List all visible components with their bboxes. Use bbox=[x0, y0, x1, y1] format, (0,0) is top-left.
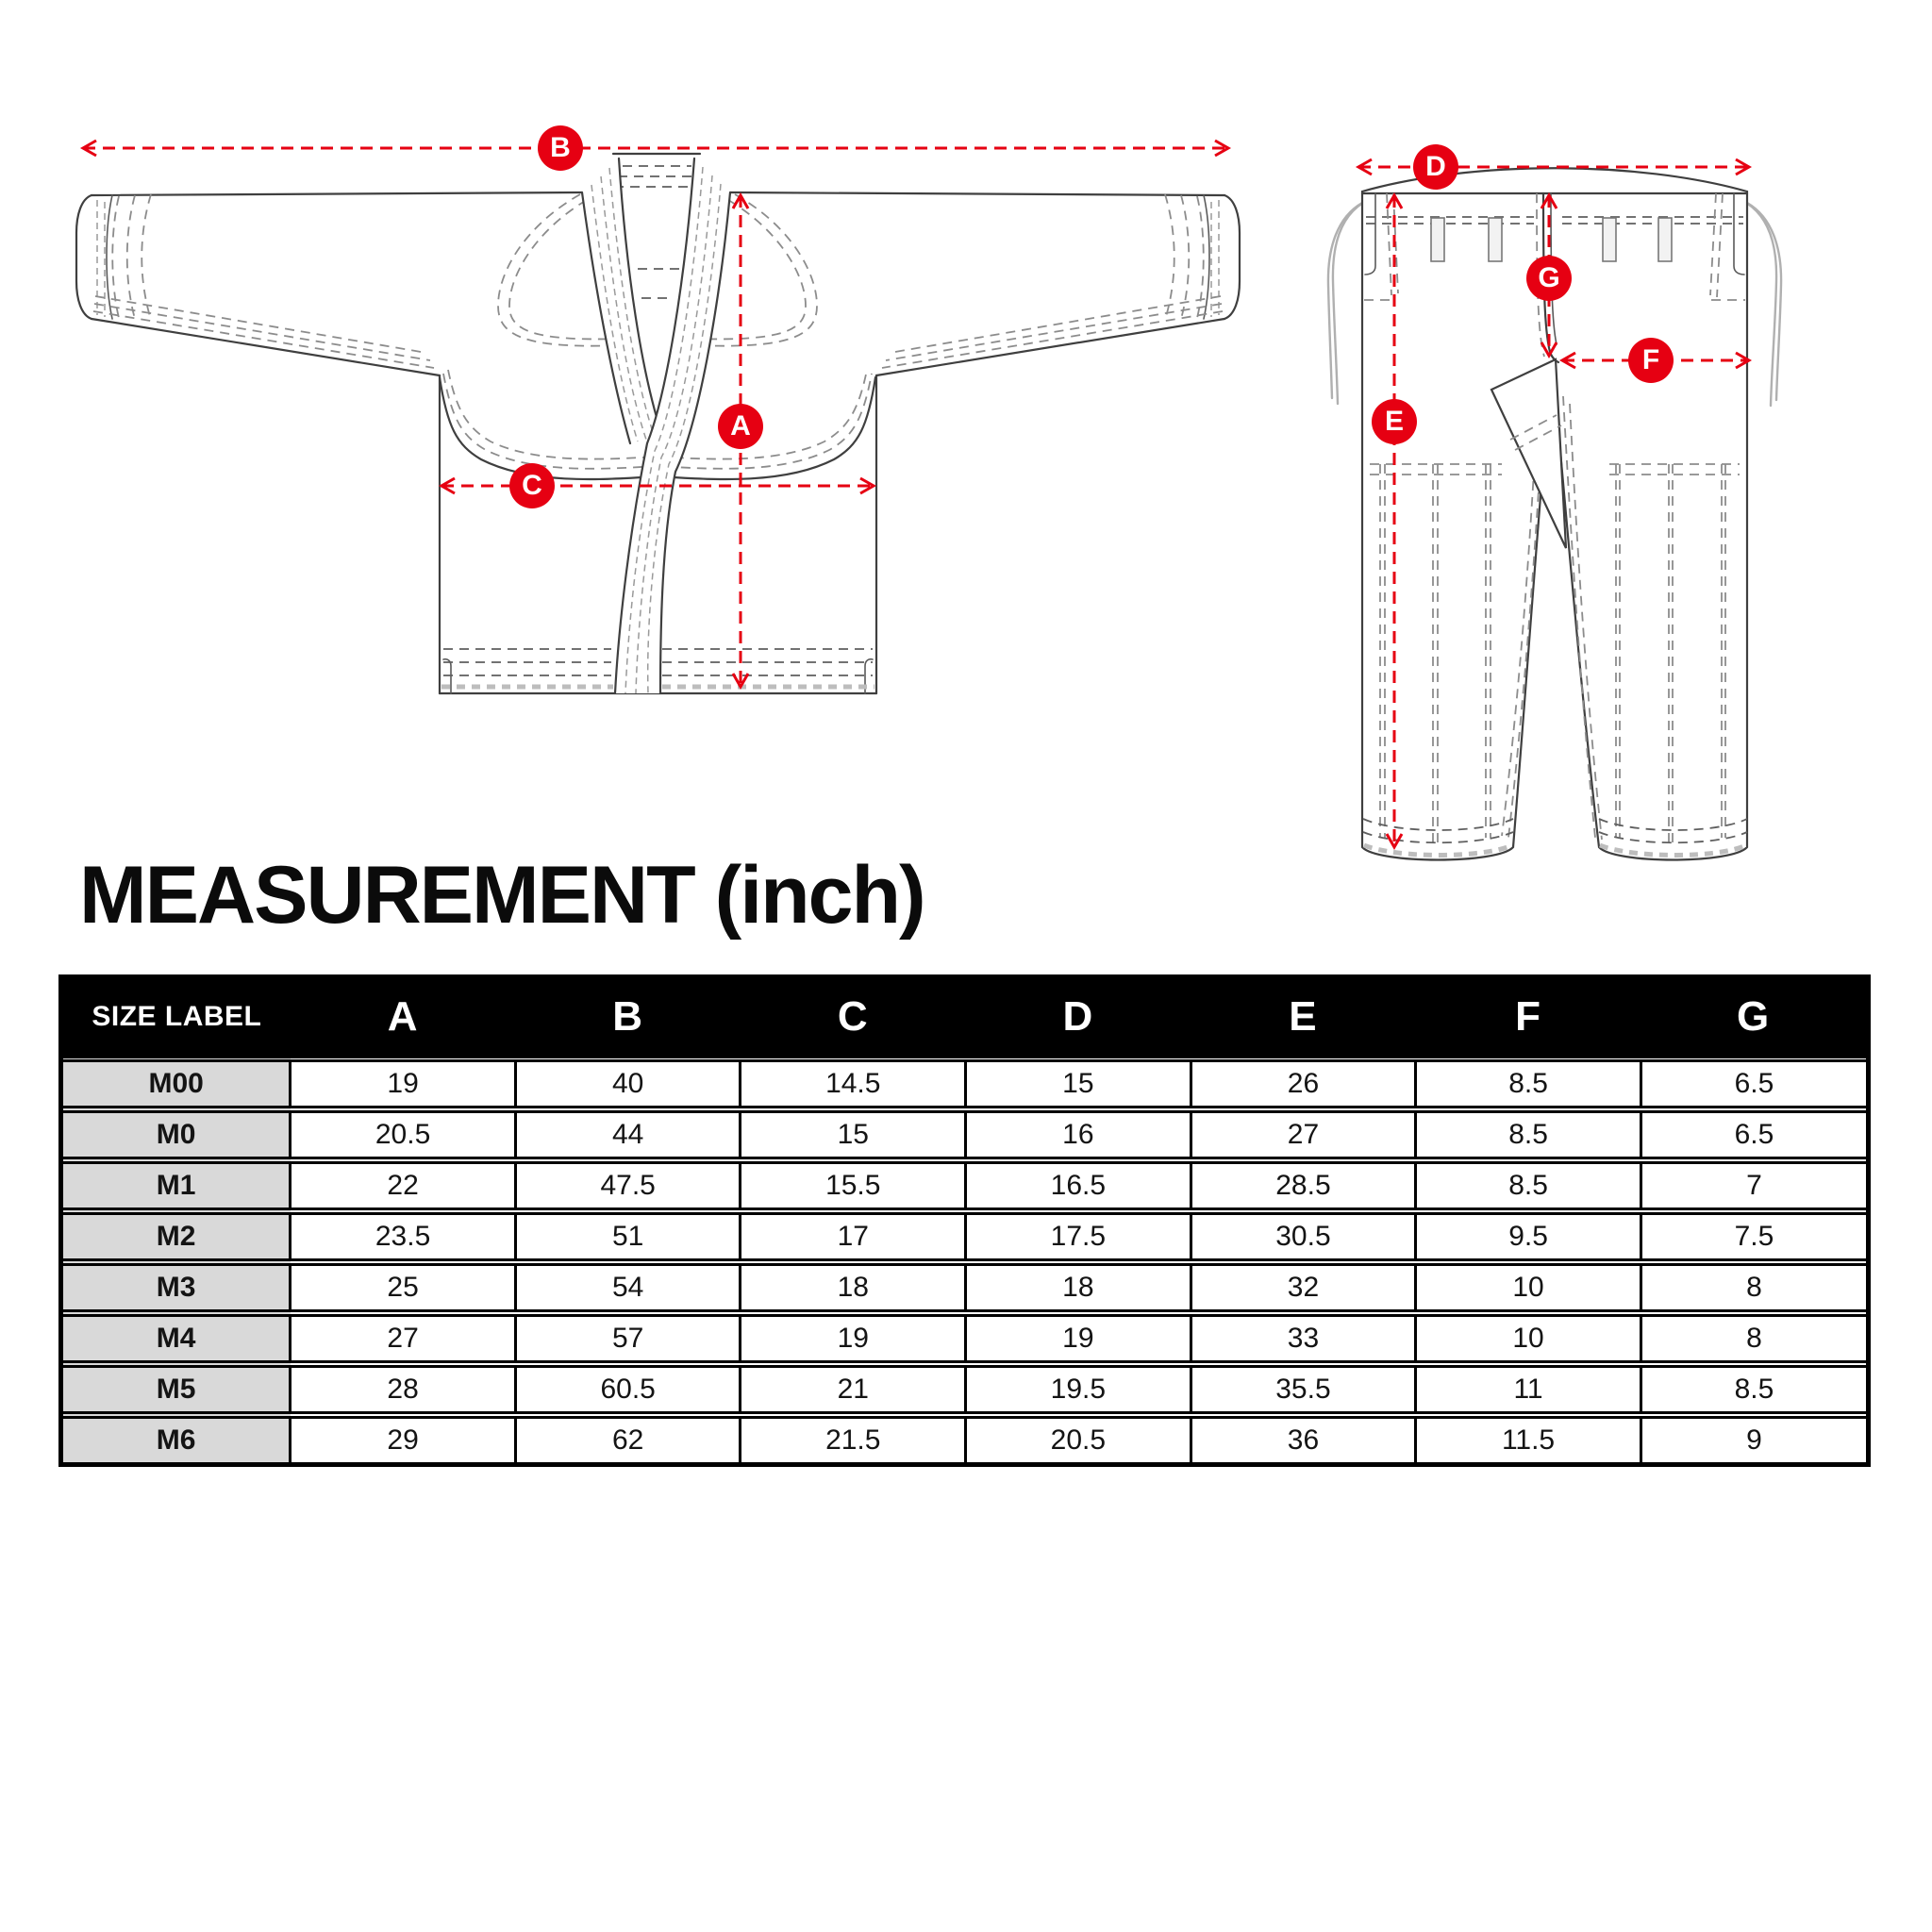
value-cell: 27 bbox=[1191, 1109, 1416, 1160]
value-cell: 9.5 bbox=[1416, 1211, 1641, 1262]
measurement-table bbox=[63, 979, 1866, 1462]
value-cell: 29 bbox=[291, 1415, 516, 1462]
value-cell: 20.5 bbox=[291, 1109, 516, 1160]
table-row bbox=[63, 1313, 1866, 1364]
size-label-cell: M2 bbox=[63, 1211, 291, 1262]
value-cell: 10 bbox=[1416, 1262, 1641, 1313]
value-cell: 25 bbox=[291, 1262, 516, 1313]
value-cell: 40 bbox=[515, 1058, 741, 1109]
table-row bbox=[63, 1160, 1866, 1211]
marker-letter: F bbox=[1641, 344, 1660, 375]
value-cell: 14.5 bbox=[741, 1058, 966, 1109]
table-row bbox=[63, 1364, 1866, 1415]
marker-letter: D bbox=[1425, 151, 1446, 182]
value-cell: 21 bbox=[741, 1364, 966, 1415]
value-cell: 19 bbox=[966, 1313, 1191, 1364]
value-cell: 19 bbox=[741, 1313, 966, 1364]
measure-marker-c bbox=[509, 463, 555, 508]
value-cell: 8.5 bbox=[1416, 1058, 1641, 1109]
value-cell: 9 bbox=[1641, 1415, 1866, 1462]
table-row bbox=[63, 1262, 1866, 1313]
page-title: MEASUREMENT (inch) bbox=[79, 850, 924, 941]
value-cell: 6.5 bbox=[1641, 1109, 1866, 1160]
value-cell: 11.5 bbox=[1416, 1415, 1641, 1462]
measure-marker-d bbox=[1413, 144, 1458, 190]
measurement-table-wrap bbox=[58, 974, 1871, 1467]
value-cell: 32 bbox=[1191, 1262, 1416, 1313]
value-cell: 8.5 bbox=[1641, 1364, 1866, 1415]
value-cell: 10 bbox=[1416, 1313, 1641, 1364]
size-label-cell: M00 bbox=[63, 1058, 291, 1109]
value-cell: 57 bbox=[515, 1313, 741, 1364]
size-label-cell: M5 bbox=[63, 1364, 291, 1415]
column-header-a: A bbox=[291, 979, 516, 1058]
value-cell: 7 bbox=[1641, 1160, 1866, 1211]
value-cell: 20.5 bbox=[966, 1415, 1191, 1462]
garment-diagram bbox=[0, 0, 1932, 924]
value-cell: 8 bbox=[1641, 1262, 1866, 1313]
value-cell: 7.5 bbox=[1641, 1211, 1866, 1262]
value-cell: 16 bbox=[966, 1109, 1191, 1160]
value-cell: 16.5 bbox=[966, 1160, 1191, 1211]
value-cell: 8 bbox=[1641, 1313, 1866, 1364]
column-header-c: C bbox=[741, 979, 966, 1058]
value-cell: 6.5 bbox=[1641, 1058, 1866, 1109]
value-cell: 47.5 bbox=[515, 1160, 741, 1211]
value-cell: 60.5 bbox=[515, 1364, 741, 1415]
column-header-d: D bbox=[966, 979, 1191, 1058]
value-cell: 15 bbox=[966, 1058, 1191, 1109]
value-cell: 44 bbox=[515, 1109, 741, 1160]
value-cell: 30.5 bbox=[1191, 1211, 1416, 1262]
value-cell: 51 bbox=[515, 1211, 741, 1262]
table-row bbox=[63, 1415, 1866, 1462]
measure-marker-b bbox=[538, 125, 583, 171]
size-label-cell: M3 bbox=[63, 1262, 291, 1313]
column-header-f: F bbox=[1416, 979, 1641, 1058]
column-header-b: B bbox=[515, 979, 741, 1058]
table-row bbox=[63, 1211, 1866, 1262]
value-cell: 28 bbox=[291, 1364, 516, 1415]
value-cell: 19 bbox=[291, 1058, 516, 1109]
value-cell: 15 bbox=[741, 1109, 966, 1160]
marker-letter: E bbox=[1384, 406, 1404, 437]
value-cell: 18 bbox=[741, 1262, 966, 1313]
value-cell: 17 bbox=[741, 1211, 966, 1262]
value-cell: 22 bbox=[291, 1160, 516, 1211]
value-cell: 62 bbox=[515, 1415, 741, 1462]
value-cell: 54 bbox=[515, 1262, 741, 1313]
size-label-cell: M0 bbox=[63, 1109, 291, 1160]
value-cell: 27 bbox=[291, 1313, 516, 1364]
size-label-cell: M4 bbox=[63, 1313, 291, 1364]
value-cell: 23.5 bbox=[291, 1211, 516, 1262]
marker-letter: B bbox=[550, 132, 571, 163]
value-cell: 17.5 bbox=[966, 1211, 1191, 1262]
measure-marker-f bbox=[1628, 338, 1674, 383]
value-cell: 28.5 bbox=[1191, 1160, 1416, 1211]
value-cell: 33 bbox=[1191, 1313, 1416, 1364]
value-cell: 8.5 bbox=[1416, 1160, 1641, 1211]
measure-marker-e bbox=[1372, 399, 1417, 444]
value-cell: 21.5 bbox=[741, 1415, 966, 1462]
marker-letter: C bbox=[522, 470, 542, 501]
jacket-drawing bbox=[76, 154, 1240, 693]
value-cell: 26 bbox=[1191, 1058, 1416, 1109]
measure-marker-g bbox=[1526, 256, 1572, 301]
header-row bbox=[63, 979, 1866, 1058]
column-header-e: E bbox=[1191, 979, 1416, 1058]
value-cell: 11 bbox=[1416, 1364, 1641, 1415]
value-cell: 36 bbox=[1191, 1415, 1416, 1462]
table-row bbox=[63, 1109, 1866, 1160]
size-label-cell: M1 bbox=[63, 1160, 291, 1211]
table-row bbox=[63, 1058, 1866, 1109]
value-cell: 19.5 bbox=[966, 1364, 1191, 1415]
column-header-size-label: SIZE LABEL bbox=[63, 979, 291, 1058]
measure-marker-a bbox=[718, 404, 763, 449]
size-label-cell: M6 bbox=[63, 1415, 291, 1462]
value-cell: 18 bbox=[966, 1262, 1191, 1313]
column-header-g: G bbox=[1641, 979, 1866, 1058]
value-cell: 15.5 bbox=[741, 1160, 966, 1211]
marker-letter: G bbox=[1538, 262, 1560, 293]
value-cell: 8.5 bbox=[1416, 1109, 1641, 1160]
value-cell: 35.5 bbox=[1191, 1364, 1416, 1415]
marker-letter: A bbox=[730, 410, 751, 441]
